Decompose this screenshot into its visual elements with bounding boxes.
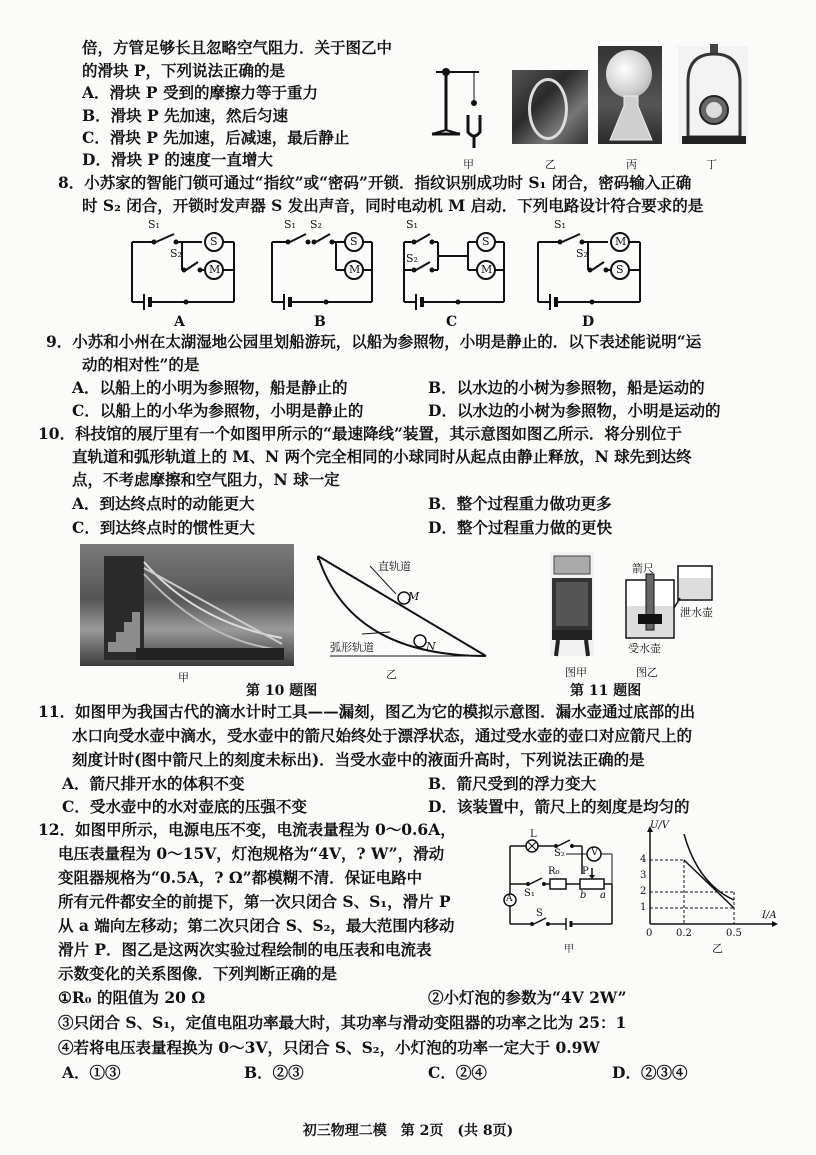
q8-c-s2: S₂ [406, 252, 418, 265]
q7-line-1: 倍，方管足够长且忽略空气阻力．关于图乙中 [82, 38, 393, 57]
q11-line-2: 水口向受水壶中滴水，受水壶中的箭尺始终处于漂浮状态，通过受水壶的壶口对应箭尺上的 [72, 726, 693, 745]
q7-option-c: C．滑块 P 先加速，后减速，最后静止 [82, 128, 350, 147]
q10-photo-label-jia: 甲 [178, 671, 189, 684]
q8-line-1: 8．小苏家的智能门锁可通过“指纹”或“密码”开锁．指纹识别成功时 S₁ 闭合，密码输入正确 [58, 173, 692, 192]
q12-circuit-label-s1: S₁ [524, 888, 535, 899]
q7-fig-label-yi: 乙 [545, 158, 556, 171]
q7-photo-ding-belljar [678, 42, 750, 146]
q8-circuit-d [532, 218, 644, 310]
q11-photo-jia-vessel [546, 552, 598, 660]
q8-b-s1: S₁ [284, 218, 296, 231]
q8-a-motor: M [209, 263, 221, 276]
q12-circuit-label-p: P [582, 866, 589, 877]
q10-diagram-label-yi: 乙 [386, 668, 397, 681]
page-footer: 初三物理二模 第 2页 (共 8页) [302, 1123, 514, 1139]
q12-circuit-label-ammeter: A [506, 894, 513, 904]
q8-option-b: B [314, 314, 326, 330]
q12-graph-label-yi: 乙 [712, 942, 723, 955]
q8-option-c: C [446, 314, 458, 330]
q9-line-2: 动的相对性”的是 [82, 355, 200, 374]
q9-option-a: A．以船上的小明为参照物，船是静止的 [72, 378, 348, 397]
q10-option-c: C．到达终点时的惯性更大 [72, 518, 255, 537]
q7-fig-label-bing: 丙 [626, 158, 637, 171]
q12-statement-1: ①R₀ 的阻值为 20 Ω [58, 988, 206, 1007]
q10-option-d: D．整个过程重力做的更快 [428, 518, 612, 537]
q12-circuit-label-s: S [536, 908, 543, 919]
q12-graph-y-axis: U/V [650, 820, 670, 831]
q10-line-3: 点，不考虑摩擦和空气阻力，N 球一定 [72, 470, 340, 489]
q7-photo-bing-balloon [606, 50, 652, 98]
q10-label-ball-m: M [408, 590, 420, 603]
q7-figure-jia [424, 60, 494, 150]
q12-graph-ytick-3: 3 [640, 870, 647, 881]
q12-line-7: 示数变化的关系图像．下列判断正确的是 [58, 964, 338, 983]
q10-line-2: 直轨道和弧形轨道上的 M、N 两个完全相同的小球同时从起点由静止释放，N 球先到达终 [72, 447, 692, 466]
q11-label-arrow-ruler: 箭尺 [632, 562, 654, 575]
q10-caption: 第 10 题图 [246, 683, 318, 699]
q7-photo-bing-flask [606, 96, 656, 142]
q8-d-s2: S₂ [576, 247, 588, 260]
q8-a-s2: S₂ [170, 247, 182, 260]
q10-option-a: A．到达终点时的动能更大 [72, 494, 255, 513]
q11-line-1: 11．如图甲为我国古代的滴水计时工具——漏刻，图乙为它的模拟示意图．漏水壶通过底部的出 [38, 702, 696, 721]
q11-option-c: C．受水壶中的水对壶底的压强不变 [62, 797, 307, 816]
q12-circuit-label-l: L [530, 829, 537, 840]
q8-circuit-b [266, 218, 378, 310]
q10-label-ball-n: N [426, 640, 436, 653]
q8-d-s1: S₁ [554, 218, 566, 231]
q11-caption: 第 11 题图 [570, 683, 642, 699]
q11-option-a: A．箭尺排开水的体积不变 [62, 774, 245, 793]
q8-c-sounder: S [482, 235, 490, 248]
q11-photo-label-jia: 图甲 [565, 666, 587, 679]
q12-graph-xtick-0: 0 [646, 928, 653, 939]
q7-option-d: D．滑块 P 的速度一直增大 [82, 150, 273, 169]
q12-circuit-label-jia: 甲 [564, 944, 574, 955]
q8-circuit-a [126, 218, 238, 310]
q8-b-sounder: S [350, 235, 358, 248]
q12-graph-xtick-02: 0.2 [676, 928, 692, 939]
q12-option-b: B．②③ [244, 1063, 304, 1082]
q12-option-a: A．①③ [62, 1063, 121, 1082]
q8-c-s1: S₁ [406, 218, 418, 231]
q8-a-s1: S₁ [148, 218, 160, 231]
q7-photo-yi-ring [528, 78, 568, 140]
q9-option-c: C．以船上的小华为参照物，小明是静止的 [72, 401, 364, 420]
q12-circuit-label-r0: R₀ [548, 866, 560, 877]
q10-photo-jia-stairs [96, 552, 286, 664]
q10-option-b: B．整个过程重力做功更多 [428, 494, 612, 513]
q12-line-4: 所有元件都安全的前提下，第一次只闭合 S、S₁，滑片 P [58, 892, 451, 911]
q12-statement-2: ②小灯泡的参数为“4V 2W” [428, 988, 627, 1007]
q12-line-1: 12．如图甲所示，电源电压不变，电流表量程为 0～0.6A， [38, 820, 456, 839]
q7-line-2: 的滑块 P，下列说法正确的是 [82, 61, 286, 80]
q12-line-5: 从 a 端向左移动；第二次只闭合 S、S₂，最大范围内移动 [58, 916, 455, 935]
q12-graph-ytick-2: 2 [640, 886, 647, 897]
q12-line-2: 电压表量程为 0～15V，灯泡规格为“4V，? W”，滑动 [58, 844, 445, 863]
q12-circuit-label-b: b [580, 890, 587, 901]
q10-line-1: 10．科技馆的展厅里有一个如图甲所示的“最速降线”装置，其示意图如图乙所示．将分别位于 [38, 424, 682, 443]
q9-option-d: D．以水边的小树为参照物，小明是运动的 [428, 401, 721, 420]
q10-label-arc-track: 弧形轨道 [330, 641, 374, 654]
q12-line-3: 变阻器规格为“0.5A，? Ω”都模糊不清．保证电路中 [58, 868, 423, 887]
q10-label-straight-track: 直轨道 [378, 560, 411, 573]
q12-line-6: 滑片 P．图乙是这两次实验过程绘制的电压表和电流表 [58, 940, 432, 959]
q12-option-d: D．②③④ [612, 1063, 688, 1082]
q8-b-motor: M [349, 263, 361, 276]
q12-circuit-label-v: V [591, 847, 599, 858]
q8-c-motor: M [481, 263, 493, 276]
q12-graph-ytick-1: 1 [640, 902, 647, 913]
q11-label-leak-pot: 泄水壶 [680, 606, 713, 619]
q11-option-b: B．箭尺受到的浮力变大 [428, 774, 597, 793]
q12-graph-ytick-4: 4 [640, 854, 647, 865]
q7-option-a: A．滑块 P 受到的摩擦力等于重力 [82, 83, 318, 102]
q7-option-b: B．滑块 P 先加速，然后匀速 [82, 106, 289, 125]
q8-line-2: 时 S₂ 闭合，开锁时发声器 S 发出声音，同时电动机 M 启动．下列电路设计符合要求的是 [82, 196, 704, 215]
q12-circuit-label-a: a [600, 890, 606, 901]
q7-fig-label-ding: 丁 [706, 158, 717, 171]
q9-option-b: B．以水边的小树为参照物，船是运动的 [428, 378, 705, 397]
q12-statement-4: ④若将电压表量程换为 0～3V，只闭合 S、S₂，小灯泡的功率一定大于 0.9W [58, 1038, 600, 1057]
q12-graph-xtick-05: 0.5 [726, 928, 742, 939]
q12-statement-3: ③只闭合 S、S₁，定值电阻功率最大时，其功率与滑动变阻器的功率之比为 25：1 [58, 1013, 627, 1032]
q12-circuit-diagram [496, 828, 620, 934]
q8-option-a: A [174, 314, 185, 330]
q12-option-c: C．②④ [428, 1063, 487, 1082]
q8-a-sounder: S [210, 235, 218, 248]
q8-d-sounder: S [616, 263, 624, 276]
q12-circuit-label-s2: S₂ [554, 848, 565, 859]
q9-line-1: 9．小苏和小州在太湖湿地公园里划船游玩，以船为参照物，小明是静止的．以下表述能说明“运 [46, 332, 702, 351]
q8-b-s2: S₂ [310, 218, 322, 231]
q12-graph-x-axis: I/A [762, 910, 777, 921]
q11-line-3: 刻度计时(图中箭尺上的刻度未标出)．当受水壶中的液面升高时，下列说法正确的是 [72, 750, 645, 769]
q8-option-d: D [582, 314, 595, 330]
q11-diagram-label-yi: 图乙 [636, 666, 658, 679]
q11-label-receive-pot: 受水壶 [628, 642, 661, 655]
q8-d-motor: M [615, 235, 627, 248]
q11-option-d: D．该装置中，箭尺上的刻度是均匀的 [428, 797, 690, 816]
q12-graph [636, 824, 786, 940]
q7-fig-label-jia: 甲 [463, 158, 474, 171]
